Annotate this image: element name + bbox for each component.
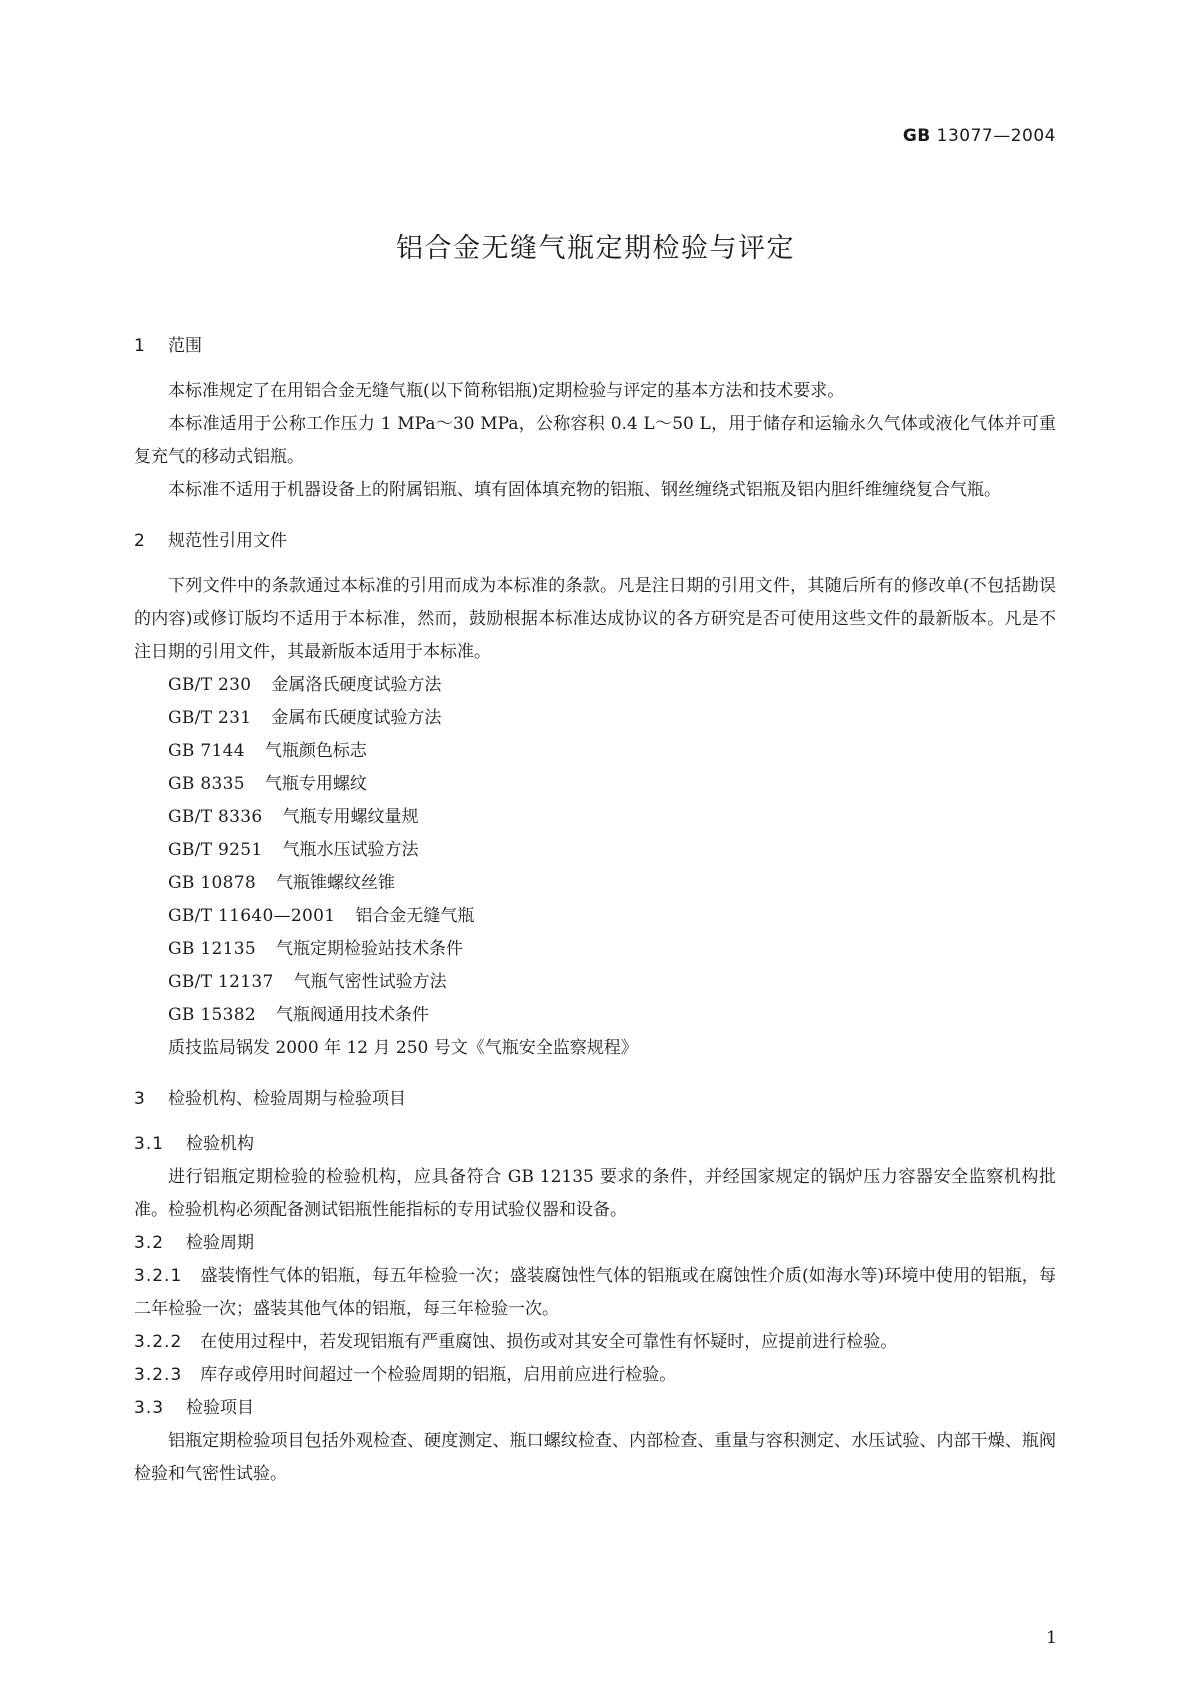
standard-code [903, 126, 1056, 146]
reference-title: 气瓶颜色标志 [264, 741, 367, 761]
clause [134, 1326, 1056, 1359]
subsection-3-1-heading [134, 1128, 1056, 1161]
paragraph: 铝瓶定期检验项目包括外观检查、硬度测定、瓶口螺纹检查、内部检查、重量与容积测定、水压试验、内部干燥、瓶阀检验和气密性试验。 [134, 1431, 1056, 1484]
reference-code: GB 15382 [168, 1005, 256, 1025]
section-number: 2 [134, 531, 145, 551]
page-number: 1 [1046, 1628, 1057, 1648]
clause [134, 1260, 1056, 1326]
clause-text: 盛装惰性气体的铝瓶，每五年检验一次；盛装腐蚀性气体的铝瓶或在腐蚀性介质(如海水等)环境中使用的铝瓶，每二年检验一次；盛装其他气体的铝瓶，每三年检验一次。 [134, 1266, 1056, 1319]
reference-title: 气瓶锥螺纹丝锥 [275, 873, 395, 893]
section-title: 检验机构、检验周期与检验项目 [168, 1089, 406, 1109]
paragraph: 本标准适用于公称工作压力 1 MPa～30 MPa，公称容积 0.4 L～50 L，用于储存和运输永久气体或液化气体并可重复充气的移动式铝瓶。 [134, 414, 1056, 467]
reference-item [134, 702, 1056, 735]
subsection-3-3-heading [134, 1392, 1056, 1425]
subsection-title: 检验项目 [186, 1398, 254, 1418]
reference-item [134, 801, 1056, 834]
reference-title: 气瓶阀通用技术条件 [275, 1005, 429, 1025]
clause-text: 在使用过程中，若发现铝瓶有严重腐蚀、损伤或对其安全可靠性有怀疑时，应提前进行检验。 [200, 1332, 898, 1352]
reference-item [134, 768, 1056, 801]
section-title: 规范性引用文件 [168, 531, 287, 551]
section-number: 1 [134, 336, 145, 356]
paragraph: 进行铝瓶定期检验的检验机构，应具备符合 GB 12135 要求的条件，并经国家规定的锅炉压力容器安全监察机构批准。检验机构必须配备测试铝瓶性能指标的专用试验仪器和设备。 [134, 1167, 1056, 1220]
reference-item [134, 735, 1056, 768]
reference-title: 气瓶定期检验站技术条件 [275, 939, 463, 959]
reference-title: 气瓶水压试验方法 [282, 840, 419, 860]
reference-item [134, 999, 1056, 1032]
standard-prefix: GB [902, 126, 931, 146]
reference-code: GB/T 9251 [168, 840, 263, 860]
reference-item [134, 669, 1056, 702]
reference-title: 金属洛氏硬度试验方法 [271, 675, 442, 695]
reference-code: GB/T 231 [168, 708, 252, 728]
reference-code: GB/T 230 [168, 675, 252, 695]
reference-item [134, 966, 1056, 999]
clause-text: 库存或停用时间超过一个检验周期的铝瓶，启用前应进行检验。 [200, 1365, 677, 1385]
reference-title: 气瓶专用螺纹量规 [282, 807, 419, 827]
reference-item [134, 933, 1056, 966]
reference-title: 气瓶气密性试验方法 [293, 972, 447, 992]
reference-code: GB 8335 [168, 774, 245, 794]
reference-title: 铝合金无缝气瓶 [355, 906, 475, 926]
clause [134, 1359, 1056, 1392]
reference-code: GB 10878 [168, 873, 256, 893]
reference-title: 气瓶专用螺纹 [264, 774, 367, 794]
subsection-number: 3.3 [134, 1398, 165, 1418]
reference-item: 质技监局锅发 2000 年 12 月 250 号文《气瓶安全监察规程》 [168, 1038, 638, 1058]
reference-code: GB/T 11640—2001 [168, 906, 336, 926]
section-number: 3 [134, 1089, 145, 1109]
clause-number: 3.2.1 [134, 1266, 183, 1286]
document-body [134, 330, 1056, 1491]
reference-item [134, 900, 1056, 933]
subsection-number: 3.1 [134, 1134, 165, 1154]
document-title: 铝合金无缝气瓶定期检验与评定 [396, 233, 795, 264]
subsection-title: 检验机构 [186, 1134, 254, 1154]
section-3-heading [134, 1083, 1056, 1116]
subsection-number: 3.2 [134, 1233, 165, 1253]
standard-number: 13077—2004 [936, 126, 1056, 146]
reference-item [134, 834, 1056, 867]
section-2-heading [134, 525, 1056, 558]
reference-title: 金属布氏硬度试验方法 [271, 708, 442, 728]
reference-item [134, 867, 1056, 900]
subsection-title: 检验周期 [186, 1233, 254, 1253]
subsection-3-2-heading [134, 1227, 1056, 1260]
reference-code: GB 7144 [168, 741, 245, 761]
section-1-heading [134, 330, 1056, 363]
section-title: 范围 [168, 336, 202, 356]
reference-code: GB 12135 [168, 939, 256, 959]
reference-code: GB/T 8336 [168, 807, 263, 827]
clause-number: 3.2.3 [134, 1365, 183, 1385]
clause-number: 3.2.2 [134, 1332, 183, 1352]
paragraph: 下列文件中的条款通过本标准的引用而成为本标准的条款。凡是注日期的引用文件，其随后所有的修改单(不包括勘误的内容)或修订版均不适用于本标准，然而，鼓励根据本标准达成协议的各方研究是否可使用这些文件的最新版本。凡是不注日期的引用文件，其最新版本适用于本标准。 [134, 576, 1056, 662]
reference-code: GB/T 12137 [168, 972, 274, 992]
paragraph: 本标准规定了在用铝合金无缝气瓶(以下简称铝瓶)定期检验与评定的基本方法和技术要求。 [168, 381, 845, 401]
paragraph: 本标准不适用于机器设备上的附属铝瓶、填有固体填充物的铝瓶、钢丝缠绕式铝瓶及铝内胆纤维缠绕复合气瓶。 [168, 480, 1001, 500]
